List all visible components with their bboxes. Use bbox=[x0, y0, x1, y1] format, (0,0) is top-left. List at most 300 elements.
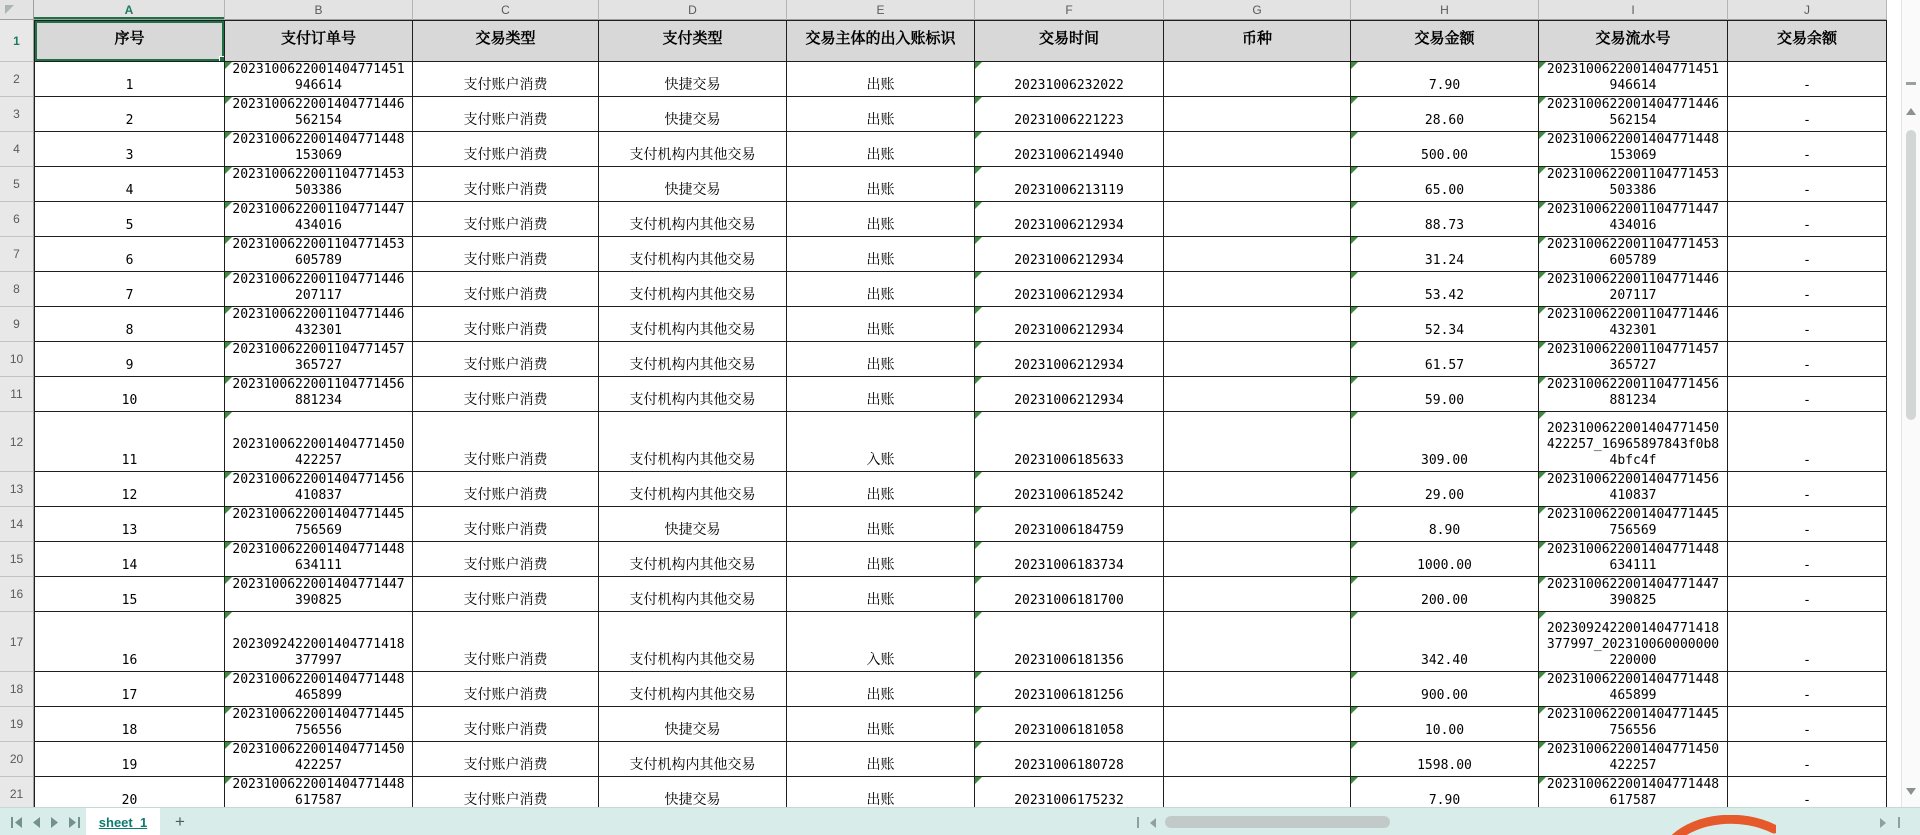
cell-B20[interactable] bbox=[225, 742, 413, 777]
last-sheet-icon[interactable] bbox=[68, 817, 81, 828]
cell-F13[interactable] bbox=[975, 472, 1164, 507]
cell-G15[interactable] bbox=[1164, 542, 1351, 577]
cell-J15[interactable] bbox=[1728, 542, 1887, 577]
error-indicator-triangle-icon bbox=[1351, 507, 1358, 514]
cell-A14[interactable] bbox=[34, 507, 225, 542]
cell-F17[interactable] bbox=[975, 612, 1164, 672]
row-header-3[interactable]: 3 bbox=[0, 97, 34, 132]
cell-I11[interactable] bbox=[1539, 377, 1728, 412]
cell-G2[interactable] bbox=[1164, 62, 1351, 97]
error-indicator-triangle-icon bbox=[225, 167, 232, 174]
cell-C9[interactable] bbox=[413, 307, 599, 342]
cell-B9[interactable] bbox=[225, 307, 413, 342]
row-header-11[interactable]: 11 bbox=[0, 377, 34, 412]
cell-G14[interactable] bbox=[1164, 507, 1351, 542]
error-indicator-triangle-icon bbox=[975, 542, 982, 549]
error-indicator-triangle-icon bbox=[225, 577, 232, 584]
cell-J17[interactable] bbox=[1728, 612, 1887, 672]
row-header-7[interactable]: 7 bbox=[0, 237, 34, 272]
cell-F18[interactable] bbox=[975, 672, 1164, 707]
cell-H17[interactable] bbox=[1351, 612, 1539, 672]
vertical-scrollbar[interactable] bbox=[1901, 0, 1920, 807]
cell-C4[interactable] bbox=[413, 132, 599, 167]
cell-D8[interactable] bbox=[599, 272, 787, 307]
cell-H7[interactable] bbox=[1351, 237, 1539, 272]
cell-A8[interactable] bbox=[34, 272, 225, 307]
cell-J6[interactable] bbox=[1728, 202, 1887, 237]
cell-H2[interactable] bbox=[1351, 62, 1539, 97]
cell-D13[interactable] bbox=[599, 472, 787, 507]
cell-value: 快捷交易 bbox=[664, 77, 721, 93]
cell-B19[interactable] bbox=[225, 707, 413, 742]
cell-G20[interactable] bbox=[1164, 742, 1351, 777]
cell-I4[interactable] bbox=[1539, 132, 1728, 167]
cell-value: 2023100622001104771453503386 bbox=[1546, 167, 1720, 199]
cell-A4[interactable] bbox=[34, 132, 225, 167]
scroll-left-arrow-icon[interactable] bbox=[1150, 818, 1156, 828]
cell-F2[interactable] bbox=[975, 62, 1164, 97]
cell-J2[interactable] bbox=[1728, 62, 1887, 97]
cell-H3[interactable] bbox=[1351, 97, 1539, 132]
error-indicator-triangle-icon bbox=[1351, 672, 1358, 679]
cell-J19[interactable] bbox=[1728, 707, 1887, 742]
cell-E16[interactable] bbox=[787, 577, 975, 612]
cell-H12[interactable] bbox=[1351, 412, 1539, 472]
cell-C6[interactable] bbox=[413, 202, 599, 237]
row-header-19[interactable]: 19 bbox=[0, 707, 34, 742]
cell-E20[interactable] bbox=[787, 742, 975, 777]
cell-G6[interactable] bbox=[1164, 202, 1351, 237]
table-row-16 bbox=[34, 612, 1887, 672]
cell-G19[interactable] bbox=[1164, 707, 1351, 742]
horizontal-split-handle[interactable] bbox=[1137, 817, 1139, 828]
cell-I14[interactable] bbox=[1539, 507, 1728, 542]
cell-C5[interactable] bbox=[413, 167, 599, 202]
cell-value: 出账 bbox=[866, 112, 895, 128]
cell-value: 20231006181256 bbox=[1014, 688, 1124, 704]
column-header-I[interactable]: I bbox=[1539, 0, 1728, 20]
next-sheet-icon[interactable] bbox=[50, 817, 59, 828]
cell-I8[interactable] bbox=[1539, 272, 1728, 307]
row-header-13[interactable]: 13 bbox=[0, 472, 34, 507]
cell-D16[interactable] bbox=[599, 577, 787, 612]
cell-A7[interactable] bbox=[34, 237, 225, 272]
cell-C3[interactable] bbox=[413, 97, 599, 132]
cell-H11[interactable] bbox=[1351, 377, 1539, 412]
cell-F7[interactable] bbox=[975, 237, 1164, 272]
cell-E2[interactable] bbox=[787, 62, 975, 97]
cell-E9[interactable] bbox=[787, 307, 975, 342]
cell-J12[interactable] bbox=[1728, 412, 1887, 472]
row-header-12[interactable]: 12 bbox=[0, 412, 34, 472]
select-all-corner[interactable] bbox=[0, 0, 34, 20]
cell-I7[interactable] bbox=[1539, 237, 1728, 272]
row-header-21[interactable]: 21 bbox=[0, 777, 34, 807]
cell-G17[interactable] bbox=[1164, 612, 1351, 672]
column-header-H[interactable]: H bbox=[1351, 0, 1539, 20]
cell-H5[interactable] bbox=[1351, 167, 1539, 202]
cell-B15[interactable] bbox=[225, 542, 413, 577]
cell-B3[interactable] bbox=[225, 97, 413, 132]
cell-value: 2023100622001404771448153069 bbox=[232, 132, 405, 164]
row-header-20[interactable]: 20 bbox=[0, 742, 34, 777]
cell-F16[interactable] bbox=[975, 577, 1164, 612]
cell-H15[interactable] bbox=[1351, 542, 1539, 577]
cell-J3[interactable] bbox=[1728, 97, 1887, 132]
cell-C20[interactable] bbox=[413, 742, 599, 777]
scroll-up-arrow-icon[interactable] bbox=[1906, 108, 1916, 115]
cell-C11[interactable] bbox=[413, 377, 599, 412]
cell-A18[interactable] bbox=[34, 672, 225, 707]
cell-F11[interactable] bbox=[975, 377, 1164, 412]
cell-A1[interactable] bbox=[34, 20, 225, 62]
cell-G21[interactable] bbox=[1164, 777, 1351, 807]
cell-H6[interactable] bbox=[1351, 202, 1539, 237]
row-header-4[interactable]: 4 bbox=[0, 132, 34, 167]
cell-G13[interactable] bbox=[1164, 472, 1351, 507]
cell-D21[interactable] bbox=[599, 777, 787, 807]
horizontal-split-handle-right[interactable] bbox=[1898, 817, 1900, 828]
cell-value: 2023100622001404771446562154 bbox=[232, 97, 405, 129]
cell-F12[interactable] bbox=[975, 412, 1164, 472]
cell-D7[interactable] bbox=[599, 237, 787, 272]
cell-C17[interactable] bbox=[413, 612, 599, 672]
row-header-10[interactable]: 10 bbox=[0, 342, 34, 377]
row-header-17[interactable]: 17 bbox=[0, 612, 34, 672]
cell-value: 支付账户消费 bbox=[463, 722, 548, 738]
cell-C16[interactable] bbox=[413, 577, 599, 612]
cell-D6[interactable] bbox=[599, 202, 787, 237]
cell-J5[interactable] bbox=[1728, 167, 1887, 202]
cell-A21[interactable] bbox=[34, 777, 225, 807]
error-indicator-triangle-icon bbox=[1539, 742, 1546, 749]
cell-D4[interactable] bbox=[599, 132, 787, 167]
cell-J4[interactable] bbox=[1728, 132, 1887, 167]
cell-A11[interactable] bbox=[34, 377, 225, 412]
cell-D11[interactable] bbox=[599, 377, 787, 412]
cell-G16[interactable] bbox=[1164, 577, 1351, 612]
cell-C15[interactable] bbox=[413, 542, 599, 577]
cell-B13[interactable] bbox=[225, 472, 413, 507]
cell-G4[interactable] bbox=[1164, 132, 1351, 167]
cell-I12[interactable] bbox=[1539, 412, 1728, 472]
cell-I13[interactable] bbox=[1539, 472, 1728, 507]
cell-H18[interactable] bbox=[1351, 672, 1539, 707]
vertical-scrollbar-thumb[interactable] bbox=[1906, 130, 1916, 420]
cell-A13[interactable] bbox=[34, 472, 225, 507]
cell-E3[interactable] bbox=[787, 97, 975, 132]
sheet-tab-sheet_1[interactable]: sheet_1 bbox=[86, 808, 160, 835]
cell-C2[interactable] bbox=[413, 62, 599, 97]
cell-J14[interactable] bbox=[1728, 507, 1887, 542]
table-row-5 bbox=[34, 202, 1887, 237]
cell-E4[interactable] bbox=[787, 132, 975, 167]
cell-D9[interactable] bbox=[599, 307, 787, 342]
row-header-8[interactable]: 8 bbox=[0, 272, 34, 307]
cell-E7[interactable] bbox=[787, 237, 975, 272]
cell-G10[interactable] bbox=[1164, 342, 1351, 377]
error-indicator-triangle-icon bbox=[1351, 132, 1358, 139]
cell-C10[interactable] bbox=[413, 342, 599, 377]
cell-I6[interactable] bbox=[1539, 202, 1728, 237]
cell-J21[interactable] bbox=[1728, 777, 1887, 807]
column-header-A[interactable]: A bbox=[34, 0, 225, 20]
cell-F15[interactable] bbox=[975, 542, 1164, 577]
cell-B12[interactable] bbox=[225, 412, 413, 472]
row-header-5[interactable]: 5 bbox=[0, 167, 34, 202]
cell-C1[interactable] bbox=[413, 20, 599, 62]
cell-F20[interactable] bbox=[975, 742, 1164, 777]
column-header-C[interactable]: C bbox=[413, 0, 599, 20]
cell-I5[interactable] bbox=[1539, 167, 1728, 202]
cell-D18[interactable] bbox=[599, 672, 787, 707]
cell-B2[interactable] bbox=[225, 62, 413, 97]
cell-D19[interactable] bbox=[599, 707, 787, 742]
cell-value: 支付机构内其他交易 bbox=[629, 487, 756, 503]
cell-F9[interactable] bbox=[975, 307, 1164, 342]
add-sheet-button[interactable]: + bbox=[175, 812, 185, 831]
cell-A6[interactable] bbox=[34, 202, 225, 237]
cell-G1[interactable] bbox=[1164, 20, 1351, 62]
cell-A2[interactable] bbox=[34, 62, 225, 97]
cell-C14[interactable] bbox=[413, 507, 599, 542]
cell-H1[interactable] bbox=[1351, 20, 1539, 62]
cell-H19[interactable] bbox=[1351, 707, 1539, 742]
cell-B5[interactable] bbox=[225, 167, 413, 202]
cell-value: 7.90 bbox=[1428, 78, 1461, 94]
cell-I21[interactable] bbox=[1539, 777, 1728, 807]
column-header-F[interactable]: F bbox=[975, 0, 1164, 20]
cell-B1[interactable] bbox=[225, 20, 413, 62]
cell-D3[interactable] bbox=[599, 97, 787, 132]
cell-B10[interactable] bbox=[225, 342, 413, 377]
row-header-14[interactable]: 14 bbox=[0, 507, 34, 542]
error-indicator-triangle-icon bbox=[975, 97, 982, 104]
cell-F1[interactable] bbox=[975, 20, 1164, 62]
cell-D20[interactable] bbox=[599, 742, 787, 777]
cell-J20[interactable] bbox=[1728, 742, 1887, 777]
cell-A10[interactable] bbox=[34, 342, 225, 377]
cell-H16[interactable] bbox=[1351, 577, 1539, 612]
cell-I17[interactable] bbox=[1539, 612, 1728, 672]
cell-F10[interactable] bbox=[975, 342, 1164, 377]
cell-G8[interactable] bbox=[1164, 272, 1351, 307]
cell-value: 20231006181058 bbox=[1014, 723, 1124, 739]
column-header-E[interactable]: E bbox=[787, 0, 975, 20]
cell-D12[interactable] bbox=[599, 412, 787, 472]
cell-B14[interactable] bbox=[225, 507, 413, 542]
cell-F21[interactable] bbox=[975, 777, 1164, 807]
cell-E5[interactable] bbox=[787, 167, 975, 202]
cell-J18[interactable] bbox=[1728, 672, 1887, 707]
cell-G3[interactable] bbox=[1164, 97, 1351, 132]
cell-A19[interactable] bbox=[34, 707, 225, 742]
cell-H4[interactable] bbox=[1351, 132, 1539, 167]
cell-value: 支付账户消费 bbox=[463, 147, 548, 163]
cell-E19[interactable] bbox=[787, 707, 975, 742]
cell-D1[interactable] bbox=[599, 20, 787, 62]
first-sheet-icon[interactable] bbox=[10, 817, 23, 828]
cell-B7[interactable] bbox=[225, 237, 413, 272]
cell-value: - bbox=[1803, 688, 1811, 704]
scroll-right-arrow-icon[interactable] bbox=[1880, 818, 1886, 828]
column-header-B[interactable]: B bbox=[225, 0, 413, 20]
cell-A12[interactable] bbox=[34, 412, 225, 472]
cell-J10[interactable] bbox=[1728, 342, 1887, 377]
row-header-18[interactable]: 18 bbox=[0, 672, 34, 707]
row-header-6[interactable]: 6 bbox=[0, 202, 34, 237]
cell-E1[interactable] bbox=[787, 20, 975, 62]
cell-C8[interactable] bbox=[413, 272, 599, 307]
cell-I18[interactable] bbox=[1539, 672, 1728, 707]
cell-C18[interactable] bbox=[413, 672, 599, 707]
cell-H13[interactable] bbox=[1351, 472, 1539, 507]
cell-H9[interactable] bbox=[1351, 307, 1539, 342]
table-row-6 bbox=[34, 237, 1887, 272]
cell-A17[interactable] bbox=[34, 612, 225, 672]
error-indicator-triangle-icon bbox=[1539, 777, 1546, 784]
cell-value: 2023100622001404771448465899 bbox=[1546, 672, 1720, 704]
cell-J16[interactable] bbox=[1728, 577, 1887, 612]
cell-I20[interactable] bbox=[1539, 742, 1728, 777]
vertical-split-handle[interactable] bbox=[1906, 82, 1916, 85]
cell-F19[interactable] bbox=[975, 707, 1164, 742]
cell-I9[interactable] bbox=[1539, 307, 1728, 342]
row-header-16[interactable]: 16 bbox=[0, 577, 34, 612]
cell-I1[interactable] bbox=[1539, 20, 1728, 62]
cell-value: 1598.00 bbox=[1417, 758, 1472, 774]
cell-A5[interactable] bbox=[34, 167, 225, 202]
cell-D10[interactable] bbox=[599, 342, 787, 377]
cell-J9[interactable] bbox=[1728, 307, 1887, 342]
cell-J7[interactable] bbox=[1728, 237, 1887, 272]
cell-D15[interactable] bbox=[599, 542, 787, 577]
cell-D2[interactable] bbox=[599, 62, 787, 97]
cell-A15[interactable] bbox=[34, 542, 225, 577]
cell-B16[interactable] bbox=[225, 577, 413, 612]
column-header-J[interactable]: J bbox=[1728, 0, 1887, 20]
row-header-9[interactable]: 9 bbox=[0, 307, 34, 342]
cell-B8[interactable] bbox=[225, 272, 413, 307]
cell-D14[interactable] bbox=[599, 507, 787, 542]
cell-H20[interactable] bbox=[1351, 742, 1539, 777]
cell-B21[interactable] bbox=[225, 777, 413, 807]
cell-value: 支付账户消费 bbox=[463, 792, 548, 807]
cell-C12[interactable] bbox=[413, 412, 599, 472]
error-indicator-triangle-icon bbox=[225, 612, 232, 619]
cell-value: 53.42 bbox=[1424, 288, 1465, 304]
cell-B11[interactable] bbox=[225, 377, 413, 412]
row-number-gutter bbox=[0, 20, 34, 807]
cell-E14[interactable] bbox=[787, 507, 975, 542]
cell-D17[interactable] bbox=[599, 612, 787, 672]
cell-B4[interactable] bbox=[225, 132, 413, 167]
cell-C19[interactable] bbox=[413, 707, 599, 742]
cell-value: 2023100622001404771448617587 bbox=[1546, 777, 1720, 807]
cell-A20[interactable] bbox=[34, 742, 225, 777]
cell-B18[interactable] bbox=[225, 672, 413, 707]
header-label: 交易余额 bbox=[1776, 30, 1837, 47]
cell-I15[interactable] bbox=[1539, 542, 1728, 577]
cell-C7[interactable] bbox=[413, 237, 599, 272]
cell-J11[interactable] bbox=[1728, 377, 1887, 412]
cell-value: 支付机构内其他交易 bbox=[629, 252, 756, 268]
cell-A3[interactable] bbox=[34, 97, 225, 132]
cell-E13[interactable] bbox=[787, 472, 975, 507]
cell-I19[interactable] bbox=[1539, 707, 1728, 742]
cell-C13[interactable] bbox=[413, 472, 599, 507]
cell-J13[interactable] bbox=[1728, 472, 1887, 507]
cell-value: 出账 bbox=[866, 592, 895, 608]
cell-H14[interactable] bbox=[1351, 507, 1539, 542]
cell-E12[interactable] bbox=[787, 412, 975, 472]
cell-F6[interactable] bbox=[975, 202, 1164, 237]
cell-value: 20231006221223 bbox=[1014, 113, 1124, 129]
cell-J8[interactable] bbox=[1728, 272, 1887, 307]
error-indicator-triangle-icon bbox=[1539, 472, 1546, 479]
cell-F5[interactable] bbox=[975, 167, 1164, 202]
cell-H10[interactable] bbox=[1351, 342, 1539, 377]
cell-E21[interactable] bbox=[787, 777, 975, 807]
cell-value: 20 bbox=[121, 793, 138, 807]
cell-G18[interactable] bbox=[1164, 672, 1351, 707]
cell-G7[interactable] bbox=[1164, 237, 1351, 272]
header-label: 序号 bbox=[114, 30, 145, 47]
cell-I16[interactable] bbox=[1539, 577, 1728, 612]
row-header-2[interactable]: 2 bbox=[0, 62, 34, 97]
cell-G12[interactable] bbox=[1164, 412, 1351, 472]
cell-H8[interactable] bbox=[1351, 272, 1539, 307]
cell-E10[interactable] bbox=[787, 342, 975, 377]
column-header-D[interactable]: D bbox=[599, 0, 787, 20]
cell-value: 20231006185633 bbox=[1014, 453, 1124, 469]
cell-G9[interactable] bbox=[1164, 307, 1351, 342]
cell-E8[interactable] bbox=[787, 272, 975, 307]
cell-D5[interactable] bbox=[599, 167, 787, 202]
cell-value: - bbox=[1803, 453, 1811, 469]
cell-J1[interactable] bbox=[1728, 20, 1887, 62]
cell-I2[interactable] bbox=[1539, 62, 1728, 97]
cell-H21[interactable] bbox=[1351, 777, 1539, 807]
cell-F8[interactable] bbox=[975, 272, 1164, 307]
previous-sheet-icon[interactable] bbox=[32, 817, 41, 828]
row-header-15[interactable]: 15 bbox=[0, 542, 34, 577]
column-header-G[interactable]: G bbox=[1164, 0, 1351, 20]
cell-E18[interactable] bbox=[787, 672, 975, 707]
cell-F3[interactable] bbox=[975, 97, 1164, 132]
cell-F4[interactable] bbox=[975, 132, 1164, 167]
cell-E17[interactable] bbox=[787, 612, 975, 672]
cell-B17[interactable] bbox=[225, 612, 413, 672]
cell-E11[interactable] bbox=[787, 377, 975, 412]
cell-I3[interactable] bbox=[1539, 97, 1728, 132]
cell-G11[interactable] bbox=[1164, 377, 1351, 412]
cell-value: 8.90 bbox=[1428, 523, 1461, 539]
scroll-down-arrow-icon[interactable] bbox=[1906, 788, 1916, 795]
cell-C21[interactable] bbox=[413, 777, 599, 807]
cell-A16[interactable] bbox=[34, 577, 225, 612]
cell-F14[interactable] bbox=[975, 507, 1164, 542]
cell-A9[interactable] bbox=[34, 307, 225, 342]
horizontal-scrollbar-thumb[interactable] bbox=[1165, 816, 1390, 828]
cell-B6[interactable] bbox=[225, 202, 413, 237]
cell-E6[interactable] bbox=[787, 202, 975, 237]
cell-E15[interactable] bbox=[787, 542, 975, 577]
row-header-1[interactable]: 1 bbox=[0, 20, 34, 62]
cell-G5[interactable] bbox=[1164, 167, 1351, 202]
cell-I10[interactable] bbox=[1539, 342, 1728, 377]
error-indicator-triangle-icon bbox=[1539, 62, 1546, 69]
